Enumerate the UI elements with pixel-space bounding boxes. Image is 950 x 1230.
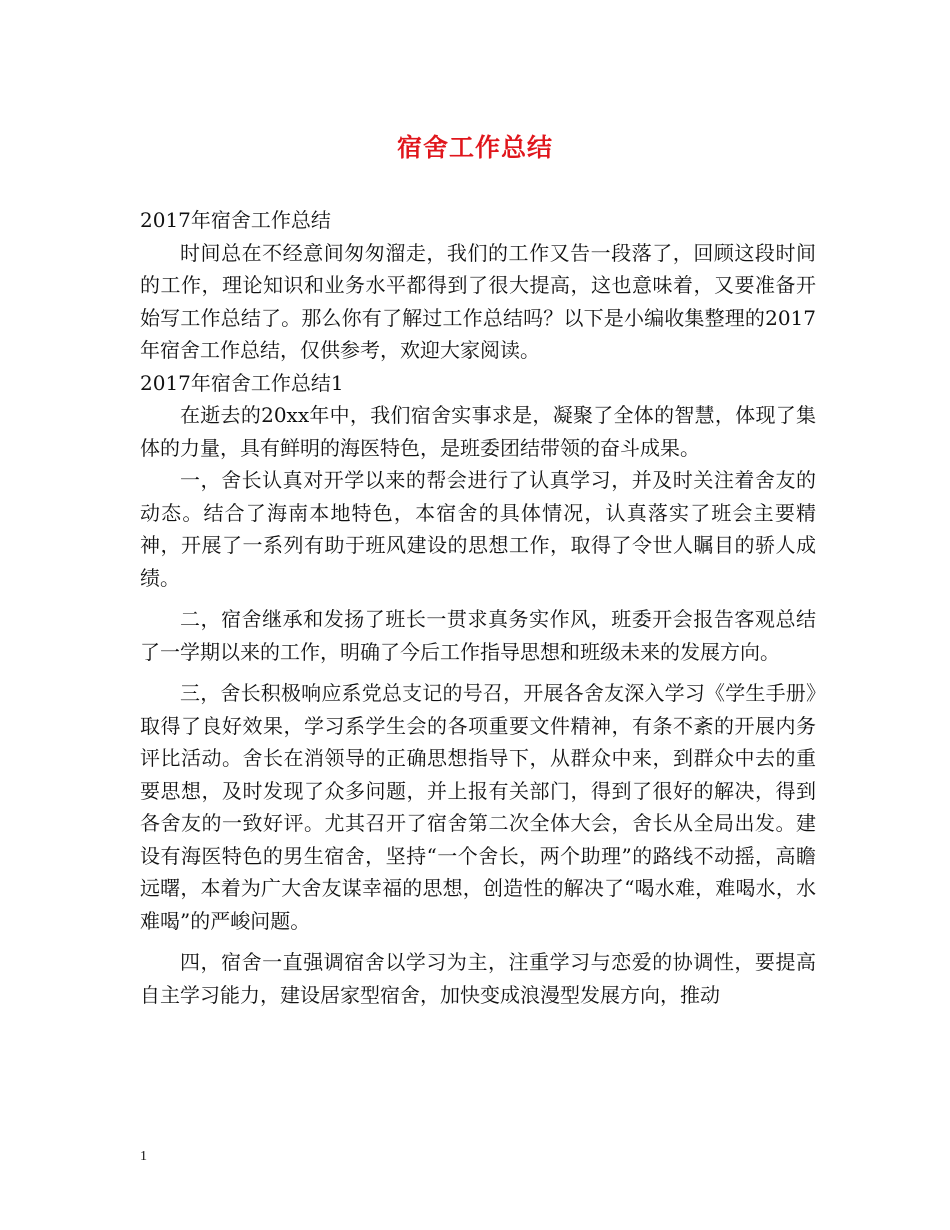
page-number: 1 xyxy=(140,1149,147,1164)
body-paragraph: 三，舍长积极响应系党总支记的号召，开展各舍友深入学习《学生手册》取得了良好效果，学习系学生会的各项重要文件精神，有条不紊的开展内务评比活动。舍长在消领导的正确思想指导下，从群众中来，到群众中去的重要思想，及时发现了众多问题，并上报有关部门，得到了很好的解决，得到各舍友的一致好评。尤其召开了宿舍第二次全体大会，舍长从全局出发。建设有海医特色的男生宿舍，坚持“一个舍长，两个助理”的路线不动摇，高瞻远曙，本着为广大舍友谋幸福的思想，创造性的解决了“喝水难，难喝水，水难喝”的严峻问题。 xyxy=(140,681,816,933)
body-paragraph: 四，宿舍一直强调宿舍以学习为主，注重学习与恋爱的协调性，要提高自主学习能力，建设居家型宿舍，加快变成浪漫型发展方向，推动 xyxy=(140,950,816,1007)
body-paragraph: 在逝去的20xx年中，我们宿舍实事求是，凝聚了全体的智慧，体现了集体的力量，具有鲜明的海医特色，是班委团结带领的奋斗成果。 xyxy=(140,403,816,460)
intro-paragraph: 时间总在不经意间匆匆溜走，我们的工作又告一段落了，回顾这段时间的工作，理论知识和业务水平都得到了很大提高，这也意味着，又要准备开始写工作总结了。那么你有了解过工作总结吗？以下是小编收集整理的2017年宿舍工作总结，仅供参考，欢迎大家阅读。 xyxy=(140,240,816,362)
subtitle-heading: 2017年宿舍工作总结 xyxy=(140,208,331,232)
section-heading: 2017年宿舍工作总结1 xyxy=(140,370,344,395)
document-body xyxy=(140,204,816,1011)
body-paragraph: 二，宿舍继承和发扬了班长一贯求真务实作风，班委开会报告客观总结了一学期以来的工作，明确了今后工作指导思想和班级未来的发展方向。 xyxy=(140,607,816,664)
document-title: 宿舍工作总结 xyxy=(396,133,553,162)
body-paragraph: 一，舍长认真对开学以来的帮会进行了认真学习，并及时关注着舍友的动态。结合了海南本地特色，本宿舍的具体情况，认真落实了班会主要精神，开展了一系列有助于班风建设的思想工作，取得了令世人瞩目的骄人成绩。 xyxy=(140,468,816,590)
